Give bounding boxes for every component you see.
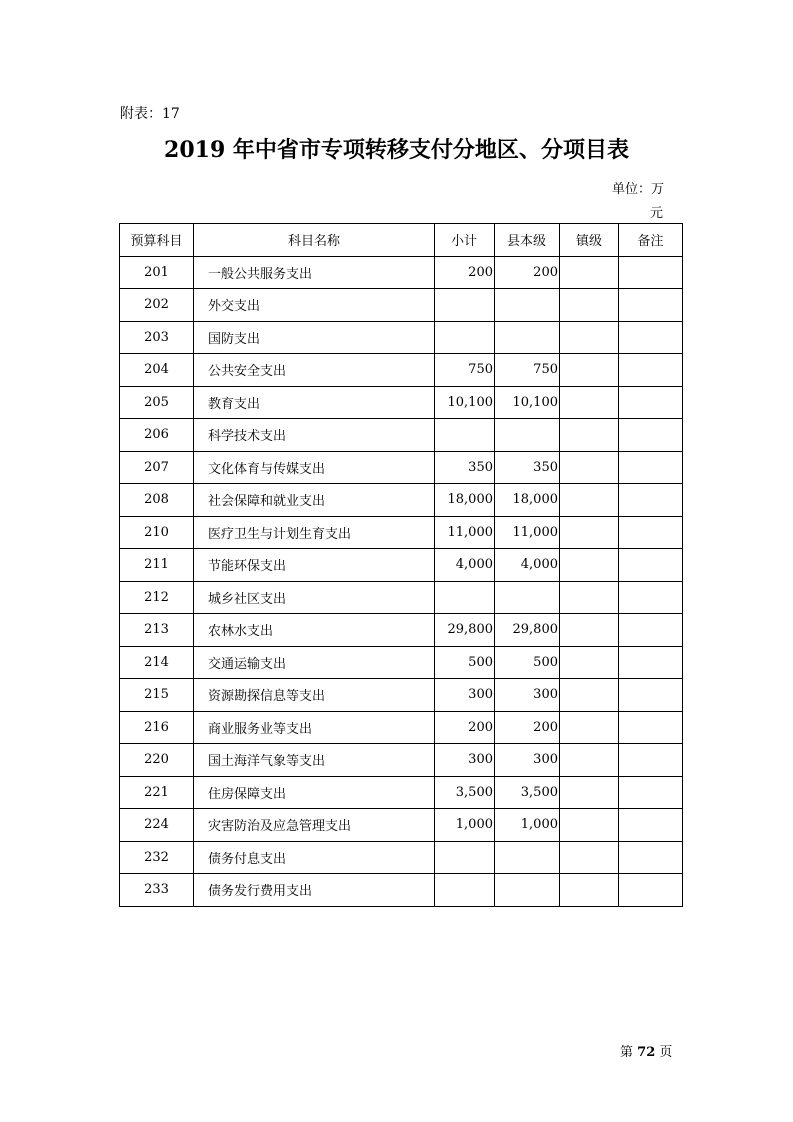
table-row	[120, 516, 683, 549]
table-row	[120, 841, 683, 874]
cell-name: 交通运输支出	[194, 646, 435, 679]
cell-town	[560, 354, 619, 387]
cell-code: 201	[120, 256, 194, 289]
cell-county	[495, 581, 560, 614]
page-number: 72	[637, 1045, 656, 1060]
cell-county: 300	[495, 679, 560, 712]
header-subtotal: 小计	[435, 224, 495, 257]
cell-note	[619, 354, 683, 387]
cell-code: 210	[120, 516, 194, 549]
cell-county: 200	[495, 256, 560, 289]
budget-table	[119, 223, 683, 907]
cell-county: 10,100	[495, 386, 560, 419]
table-row	[120, 256, 683, 289]
cell-note	[619, 419, 683, 452]
cell-county: 350	[495, 451, 560, 484]
cell-town	[560, 581, 619, 614]
cell-county: 1,000	[495, 809, 560, 842]
cell-note	[619, 614, 683, 647]
cell-code: 220	[120, 744, 194, 777]
cell-town	[560, 386, 619, 419]
table-row	[120, 549, 683, 582]
cell-subtotal	[435, 419, 495, 452]
cell-code: 205	[120, 386, 194, 419]
cell-county	[495, 841, 560, 874]
cell-subtotal	[435, 874, 495, 907]
cell-name: 公共安全支出	[194, 354, 435, 387]
cell-subtotal: 750	[435, 354, 495, 387]
cell-note	[619, 776, 683, 809]
appendix-label: 附表：17	[120, 106, 180, 122]
cell-town	[560, 874, 619, 907]
cell-note	[619, 516, 683, 549]
cell-subtotal: 300	[435, 679, 495, 712]
cell-county: 18,000	[495, 484, 560, 517]
cell-name: 国防支出	[194, 321, 435, 354]
cell-note	[619, 874, 683, 907]
cell-town	[560, 679, 619, 712]
cell-subtotal	[435, 581, 495, 614]
cell-county: 200	[495, 711, 560, 744]
cell-code: 204	[120, 354, 194, 387]
cell-subtotal: 200	[435, 256, 495, 289]
cell-subtotal: 3,500	[435, 776, 495, 809]
header-county: 县本级	[495, 224, 560, 257]
cell-code: 208	[120, 484, 194, 517]
cell-name: 城乡社区支出	[194, 581, 435, 614]
cell-code: 216	[120, 711, 194, 744]
cell-note	[619, 451, 683, 484]
cell-note	[619, 321, 683, 354]
table-row	[120, 321, 683, 354]
cell-town	[560, 451, 619, 484]
table-row	[120, 711, 683, 744]
cell-town	[560, 516, 619, 549]
cell-name: 农林水支出	[194, 614, 435, 647]
cell-code: 207	[120, 451, 194, 484]
cell-code: 221	[120, 776, 194, 809]
table-row	[120, 354, 683, 387]
cell-county	[495, 321, 560, 354]
header-code: 预算科目	[120, 224, 194, 257]
table-row	[120, 451, 683, 484]
cell-note	[619, 256, 683, 289]
cell-county: 750	[495, 354, 560, 387]
page-footer	[620, 1041, 672, 1060]
table-row	[120, 614, 683, 647]
cell-name: 灾害防治及应急管理支出	[194, 809, 435, 842]
page-title: 2019 年中省市专项转移支付分地区、分项目表	[164, 137, 629, 163]
cell-town	[560, 256, 619, 289]
cell-subtotal	[435, 321, 495, 354]
table-row	[120, 289, 683, 322]
cell-county: 3,500	[495, 776, 560, 809]
cell-town	[560, 321, 619, 354]
cell-town	[560, 776, 619, 809]
cell-name: 一般公共服务支出	[194, 256, 435, 289]
table-header-row	[120, 224, 683, 257]
cell-town	[560, 549, 619, 582]
cell-name: 住房保障支出	[194, 776, 435, 809]
cell-town	[560, 484, 619, 517]
header-town: 镇级	[560, 224, 619, 257]
cell-name: 资源勘探信息等支出	[194, 679, 435, 712]
cell-code: 214	[120, 646, 194, 679]
cell-name: 国土海洋气象等支出	[194, 744, 435, 777]
cell-note	[619, 809, 683, 842]
cell-code: 212	[120, 581, 194, 614]
table-row	[120, 484, 683, 517]
cell-subtotal: 500	[435, 646, 495, 679]
cell-note	[619, 484, 683, 517]
table-row	[120, 679, 683, 712]
cell-subtotal: 11,000	[435, 516, 495, 549]
table-row	[120, 386, 683, 419]
cell-name: 社会保障和就业支出	[194, 484, 435, 517]
unit-label-line2: 元	[650, 206, 664, 221]
cell-subtotal: 10,100	[435, 386, 495, 419]
cell-name: 债务发行费用支出	[194, 874, 435, 907]
cell-subtotal: 350	[435, 451, 495, 484]
cell-town	[560, 841, 619, 874]
cell-note	[619, 744, 683, 777]
cell-subtotal: 300	[435, 744, 495, 777]
cell-subtotal: 29,800	[435, 614, 495, 647]
cell-name: 外交支出	[194, 289, 435, 322]
cell-subtotal: 18,000	[435, 484, 495, 517]
table-row	[120, 419, 683, 452]
unit-label	[612, 178, 668, 226]
cell-name: 文化体育与传媒支出	[194, 451, 435, 484]
cell-code: 213	[120, 614, 194, 647]
cell-name: 债务付息支出	[194, 841, 435, 874]
cell-town	[560, 809, 619, 842]
table-row	[120, 776, 683, 809]
cell-code: 232	[120, 841, 194, 874]
cell-code: 224	[120, 809, 194, 842]
cell-code: 202	[120, 289, 194, 322]
cell-county: 11,000	[495, 516, 560, 549]
table-row	[120, 646, 683, 679]
cell-note	[619, 386, 683, 419]
cell-note	[619, 646, 683, 679]
cell-note	[619, 581, 683, 614]
cell-code: 233	[120, 874, 194, 907]
cell-county	[495, 289, 560, 322]
cell-town	[560, 646, 619, 679]
cell-county	[495, 874, 560, 907]
header-note: 备注	[619, 224, 683, 257]
cell-subtotal	[435, 841, 495, 874]
cell-name: 医疗卫生与计划生育支出	[194, 516, 435, 549]
cell-note	[619, 679, 683, 712]
cell-code: 215	[120, 679, 194, 712]
cell-town	[560, 744, 619, 777]
cell-subtotal: 4,000	[435, 549, 495, 582]
table-row	[120, 581, 683, 614]
cell-county	[495, 419, 560, 452]
cell-code: 206	[120, 419, 194, 452]
cell-note	[619, 841, 683, 874]
cell-name: 节能环保支出	[194, 549, 435, 582]
footer-prefix: 第	[620, 1045, 634, 1060]
cell-county: 500	[495, 646, 560, 679]
cell-county: 29,800	[495, 614, 560, 647]
cell-name: 教育支出	[194, 386, 435, 419]
cell-town	[560, 289, 619, 322]
cell-note	[619, 289, 683, 322]
table-row	[120, 744, 683, 777]
cell-town	[560, 614, 619, 647]
cell-note	[619, 549, 683, 582]
unit-label-line1: 单位：万	[612, 182, 665, 197]
footer-suffix: 页	[659, 1045, 673, 1060]
cell-name: 商业服务业等支出	[194, 711, 435, 744]
cell-name: 科学技术支出	[194, 419, 435, 452]
table-row	[120, 874, 683, 907]
cell-town	[560, 711, 619, 744]
cell-subtotal	[435, 289, 495, 322]
cell-code: 203	[120, 321, 194, 354]
cell-town	[560, 419, 619, 452]
cell-county: 300	[495, 744, 560, 777]
header-name: 科目名称	[194, 224, 435, 257]
table-row	[120, 809, 683, 842]
cell-note	[619, 711, 683, 744]
cell-code: 211	[120, 549, 194, 582]
cell-county: 4,000	[495, 549, 560, 582]
cell-subtotal: 1,000	[435, 809, 495, 842]
cell-subtotal: 200	[435, 711, 495, 744]
